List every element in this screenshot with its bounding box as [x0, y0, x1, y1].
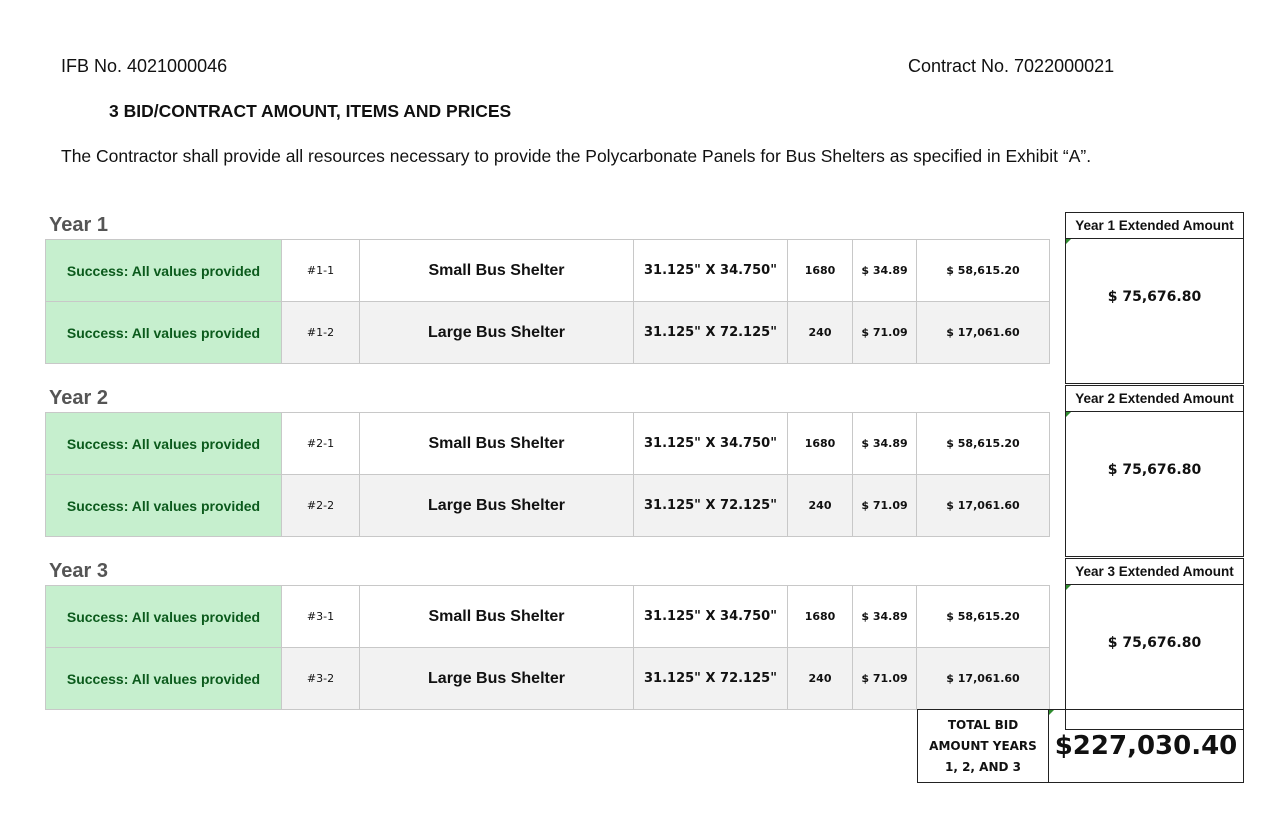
year-2-extended-box	[1065, 385, 1244, 557]
quantity-cell[interactable]: 1680	[788, 240, 853, 302]
total-label-line: 1, 2, AND 3	[944, 759, 1021, 774]
total-bid-value: $227,030.40	[1054, 731, 1238, 761]
quantity-cell[interactable]: 240	[788, 648, 853, 710]
description-cell[interactable]: Small Bus Shelter	[360, 240, 634, 302]
ifb-number: IFB No. 4021000046	[61, 56, 228, 76]
item-number-cell[interactable]: #2-1	[282, 413, 360, 475]
unit-price-cell[interactable]: $ 71.09	[853, 302, 917, 364]
year-1-table	[45, 239, 1050, 364]
item-number-cell[interactable]: #1-2	[282, 302, 360, 364]
total-label-line: AMOUNT YEARS	[929, 738, 1037, 753]
cell-indicator-icon	[1066, 412, 1071, 417]
description-cell[interactable]: Small Bus Shelter	[360, 413, 634, 475]
extended-price-cell[interactable]: $ 58,615.20	[917, 240, 1050, 302]
table-row	[46, 302, 1050, 364]
table-row	[46, 475, 1050, 537]
quantity-cell[interactable]: 1680	[788, 413, 853, 475]
cell-indicator-icon	[1066, 585, 1071, 590]
year-1-extended-amount[interactable]: $ 75,676.80	[1107, 289, 1202, 305]
year-1-extended-box	[1065, 212, 1244, 384]
table-row	[46, 413, 1050, 475]
description-cell[interactable]: Large Bus Shelter	[360, 302, 634, 364]
description-cell[interactable]: Small Bus Shelter	[360, 586, 634, 648]
quantity-cell[interactable]: 240	[788, 302, 853, 364]
year-2-label: Year 2	[49, 387, 108, 409]
cell-indicator-icon	[1066, 239, 1071, 244]
year-3-label: Year 3	[49, 560, 108, 582]
quantity-cell[interactable]: 1680	[788, 586, 853, 648]
status-cell: Success: All values provided	[46, 586, 282, 648]
item-number-cell[interactable]: #3-2	[282, 648, 360, 710]
total-label-line: TOTAL BID	[947, 717, 1019, 732]
status-cell: Success: All values provided	[46, 648, 282, 710]
size-cell[interactable]: 31.125" X 72.125"	[634, 475, 788, 537]
status-cell: Success: All values provided	[46, 240, 282, 302]
section-title: 3 BID/CONTRACT AMOUNT, ITEMS AND PRICES	[109, 101, 512, 121]
year-3-extended-label: Year 3 Extended Amount	[1066, 559, 1243, 585]
table-row	[46, 648, 1050, 710]
table-row	[46, 586, 1050, 648]
intro-paragraph: The Contractor shall provide all resources necessary to provide the Polycarbonate Panels for Bus Shelters as specified in Exhibit “A”.	[61, 146, 1092, 166]
extended-price-cell[interactable]: $ 17,061.60	[917, 475, 1050, 537]
description-cell[interactable]: Large Bus Shelter	[360, 475, 634, 537]
size-cell[interactable]: 31.125" X 72.125"	[634, 302, 788, 364]
total-bid-amount[interactable]	[1048, 709, 1244, 783]
size-cell[interactable]: 31.125" X 34.750"	[634, 586, 788, 648]
extended-price-cell[interactable]: $ 17,061.60	[917, 302, 1050, 364]
total-bid-label	[917, 709, 1049, 783]
description-cell[interactable]: Large Bus Shelter	[360, 648, 634, 710]
unit-price-cell[interactable]: $ 34.89	[853, 586, 917, 648]
status-cell: Success: All values provided	[46, 413, 282, 475]
year-1-extended-label: Year 1 Extended Amount	[1066, 213, 1243, 239]
year-2-extended-label: Year 2 Extended Amount	[1066, 386, 1243, 412]
status-cell: Success: All values provided	[46, 302, 282, 364]
table-row	[46, 240, 1050, 302]
year-3-table	[45, 585, 1050, 710]
year-2-extended-amount[interactable]: $ 75,676.80	[1107, 462, 1202, 478]
size-cell[interactable]: 31.125" X 72.125"	[634, 648, 788, 710]
unit-price-cell[interactable]: $ 71.09	[853, 475, 917, 537]
extended-price-cell[interactable]: $ 17,061.60	[917, 648, 1050, 710]
item-number-cell[interactable]: #1-1	[282, 240, 360, 302]
year-1-label: Year 1	[49, 214, 108, 236]
unit-price-cell[interactable]: $ 71.09	[853, 648, 917, 710]
year-3-extended-box	[1065, 558, 1244, 730]
status-cell: Success: All values provided	[46, 475, 282, 537]
year-2-table	[45, 412, 1050, 537]
item-number-cell[interactable]: #2-2	[282, 475, 360, 537]
contract-number: Contract No. 7022000021	[908, 56, 1115, 76]
cell-indicator-icon	[1049, 710, 1054, 715]
item-number-cell[interactable]: #3-1	[282, 586, 360, 648]
year-3-extended-amount[interactable]: $ 75,676.80	[1107, 635, 1202, 651]
size-cell[interactable]: 31.125" X 34.750"	[634, 240, 788, 302]
unit-price-cell[interactable]: $ 34.89	[853, 413, 917, 475]
extended-price-cell[interactable]: $ 58,615.20	[917, 586, 1050, 648]
extended-price-cell[interactable]: $ 58,615.20	[917, 413, 1050, 475]
size-cell[interactable]: 31.125" X 34.750"	[634, 413, 788, 475]
quantity-cell[interactable]: 240	[788, 475, 853, 537]
unit-price-cell[interactable]: $ 34.89	[853, 240, 917, 302]
